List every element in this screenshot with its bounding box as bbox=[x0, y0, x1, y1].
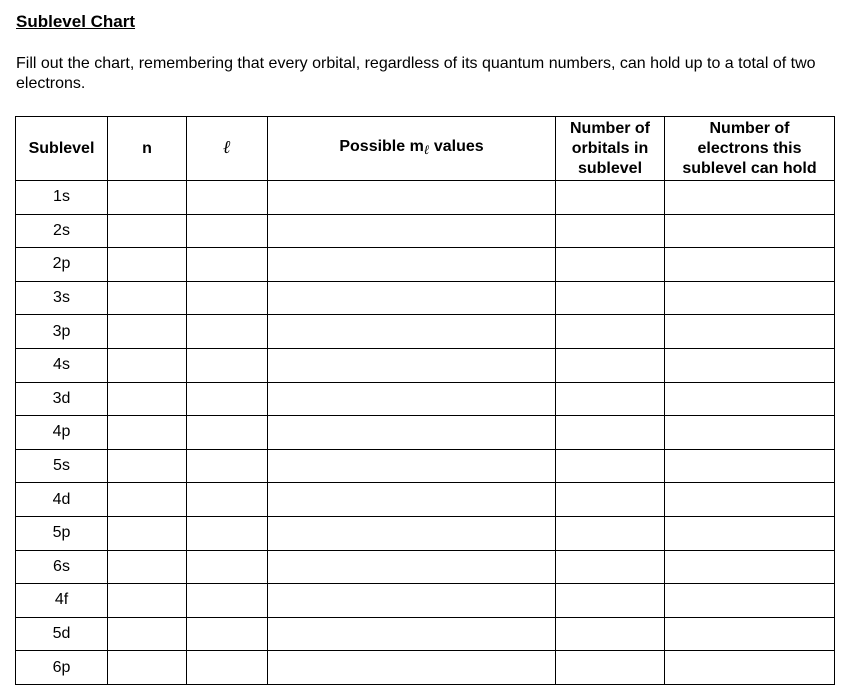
n-cell[interactable] bbox=[108, 214, 187, 248]
sublevel-cell: 4s bbox=[16, 348, 108, 382]
n-cell[interactable] bbox=[108, 382, 187, 416]
electrons-cell[interactable] bbox=[665, 550, 835, 584]
orbitals-cell[interactable] bbox=[556, 348, 665, 382]
table-row bbox=[16, 214, 835, 248]
orbitals-cell[interactable] bbox=[556, 449, 665, 483]
n-cell[interactable] bbox=[108, 181, 187, 215]
header-sublevel: Sublevel bbox=[16, 117, 108, 181]
l-cell[interactable] bbox=[187, 315, 268, 349]
electrons-cell[interactable] bbox=[665, 651, 835, 685]
ml-values-cell[interactable] bbox=[268, 516, 556, 550]
l-cell[interactable] bbox=[187, 449, 268, 483]
n-cell[interactable] bbox=[108, 248, 187, 282]
electrons-cell[interactable] bbox=[665, 416, 835, 450]
orbitals-cell[interactable] bbox=[556, 281, 665, 315]
orbitals-cell[interactable] bbox=[556, 248, 665, 282]
electrons-line-1: Number of bbox=[709, 119, 790, 137]
l-cell[interactable] bbox=[187, 214, 268, 248]
l-cell[interactable] bbox=[187, 181, 268, 215]
l-cell[interactable] bbox=[187, 516, 268, 550]
ml-values-cell[interactable] bbox=[268, 617, 556, 651]
orbitals-cell[interactable] bbox=[556, 416, 665, 450]
electrons-cell[interactable] bbox=[665, 483, 835, 517]
n-cell[interactable] bbox=[108, 617, 187, 651]
l-cell[interactable] bbox=[187, 617, 268, 651]
table-row bbox=[16, 617, 835, 651]
electrons-cell[interactable] bbox=[665, 214, 835, 248]
ml-suffix: values bbox=[429, 137, 484, 155]
orbitals-cell[interactable] bbox=[556, 617, 665, 651]
ml-values-cell[interactable] bbox=[268, 651, 556, 685]
sublevel-cell: 5s bbox=[16, 449, 108, 483]
electrons-line-2: electrons this bbox=[697, 139, 802, 157]
electrons-cell[interactable] bbox=[665, 449, 835, 483]
orbitals-line-3: sublevel bbox=[577, 159, 643, 177]
orbitals-cell[interactable] bbox=[556, 483, 665, 517]
orbitals-cell[interactable] bbox=[556, 315, 665, 349]
sublevel-cell: 5d bbox=[16, 617, 108, 651]
n-cell[interactable] bbox=[108, 483, 187, 517]
electrons-line-3: sublevel can hold bbox=[682, 159, 817, 177]
sublevel-cell: 1s bbox=[16, 181, 108, 215]
orbitals-cell[interactable] bbox=[556, 584, 665, 618]
ml-values-cell[interactable] bbox=[268, 248, 556, 282]
table-row bbox=[16, 181, 835, 215]
sublevel-cell: 4p bbox=[16, 416, 108, 450]
header-orbitals bbox=[556, 117, 665, 181]
table-row bbox=[16, 516, 835, 550]
sublevel-cell: 2s bbox=[16, 214, 108, 248]
table-row bbox=[16, 248, 835, 282]
ml-subscript: ℓ bbox=[423, 142, 430, 158]
l-cell[interactable] bbox=[187, 248, 268, 282]
orbitals-cell[interactable] bbox=[556, 550, 665, 584]
sublevel-cell: 5p bbox=[16, 516, 108, 550]
orbitals-cell[interactable] bbox=[556, 214, 665, 248]
electrons-cell[interactable] bbox=[665, 281, 835, 315]
table-row bbox=[16, 550, 835, 584]
orbitals-cell[interactable] bbox=[556, 651, 665, 685]
table-row bbox=[16, 483, 835, 517]
ml-values-cell[interactable] bbox=[268, 214, 556, 248]
table-row bbox=[16, 416, 835, 450]
electrons-cell[interactable] bbox=[665, 516, 835, 550]
orbitals-line-2: orbitals in bbox=[571, 139, 649, 157]
n-cell[interactable] bbox=[108, 449, 187, 483]
electrons-cell[interactable] bbox=[665, 348, 835, 382]
ml-values-cell[interactable] bbox=[268, 181, 556, 215]
ml-values-cell[interactable] bbox=[268, 281, 556, 315]
header-l bbox=[187, 117, 268, 181]
electrons-cell[interactable] bbox=[665, 617, 835, 651]
table-row bbox=[16, 449, 835, 483]
table-row bbox=[16, 315, 835, 349]
electrons-cell[interactable] bbox=[665, 382, 835, 416]
header-n: n bbox=[108, 117, 187, 181]
table-row bbox=[16, 382, 835, 416]
n-cell[interactable] bbox=[108, 281, 187, 315]
l-cell[interactable] bbox=[187, 281, 268, 315]
electrons-cell[interactable] bbox=[665, 181, 835, 215]
ml-values-cell[interactable] bbox=[268, 483, 556, 517]
ml-values-cell[interactable] bbox=[268, 416, 556, 450]
table-row bbox=[16, 348, 835, 382]
ml-values-cell[interactable] bbox=[268, 348, 556, 382]
orbitals-cell[interactable] bbox=[556, 382, 665, 416]
ml-values-cell[interactable] bbox=[268, 315, 556, 349]
sublevel-cell: 4d bbox=[16, 483, 108, 517]
electrons-cell[interactable] bbox=[665, 315, 835, 349]
header-electrons bbox=[665, 117, 835, 181]
orbitals-cell[interactable] bbox=[556, 516, 665, 550]
l-cell[interactable] bbox=[187, 416, 268, 450]
l-cell[interactable] bbox=[187, 550, 268, 584]
sublevel-cell: 4f bbox=[16, 584, 108, 618]
table-row bbox=[16, 651, 835, 685]
table-row bbox=[16, 584, 835, 618]
sublevel-table bbox=[15, 116, 835, 685]
ml-values-cell[interactable] bbox=[268, 449, 556, 483]
l-cell[interactable] bbox=[187, 483, 268, 517]
sublevel-cell: 2p bbox=[16, 248, 108, 282]
n-cell[interactable] bbox=[108, 584, 187, 618]
table-body bbox=[16, 181, 835, 685]
n-cell[interactable] bbox=[108, 348, 187, 382]
ml-prefix: Possible m bbox=[339, 137, 424, 155]
n-cell[interactable] bbox=[108, 550, 187, 584]
l-cell[interactable] bbox=[187, 348, 268, 382]
orbitals-line-1: Number of bbox=[570, 119, 650, 137]
l-cell[interactable] bbox=[187, 651, 268, 685]
n-cell[interactable] bbox=[108, 516, 187, 550]
ml-values-cell[interactable] bbox=[268, 550, 556, 584]
orbitals-cell[interactable] bbox=[556, 181, 665, 215]
sublevel-cell: 3s bbox=[16, 281, 108, 315]
sublevel-cell: 6p bbox=[16, 651, 108, 685]
electrons-cell[interactable] bbox=[665, 584, 835, 618]
table-row bbox=[16, 281, 835, 315]
header-row bbox=[16, 117, 835, 181]
sublevel-cell: 3d bbox=[16, 382, 108, 416]
header-ml-values bbox=[268, 117, 556, 181]
l-cell[interactable] bbox=[187, 382, 268, 416]
instructions-text: Fill out the chart, remembering that every orbital, regardless of its quantum numbers, can hold up to a total of two electrons. bbox=[16, 55, 816, 92]
page-title: Sublevel Chart bbox=[16, 12, 136, 31]
ml-values-cell[interactable] bbox=[268, 584, 556, 618]
n-cell[interactable] bbox=[108, 651, 187, 685]
sublevel-cell: 3p bbox=[16, 315, 108, 349]
n-cell[interactable] bbox=[108, 416, 187, 450]
sublevel-cell: 6s bbox=[16, 550, 108, 584]
electrons-cell[interactable] bbox=[665, 248, 835, 282]
l-cell[interactable] bbox=[187, 584, 268, 618]
n-cell[interactable] bbox=[108, 315, 187, 349]
ml-values-cell[interactable] bbox=[268, 382, 556, 416]
ell-symbol: ℓ bbox=[223, 137, 231, 158]
